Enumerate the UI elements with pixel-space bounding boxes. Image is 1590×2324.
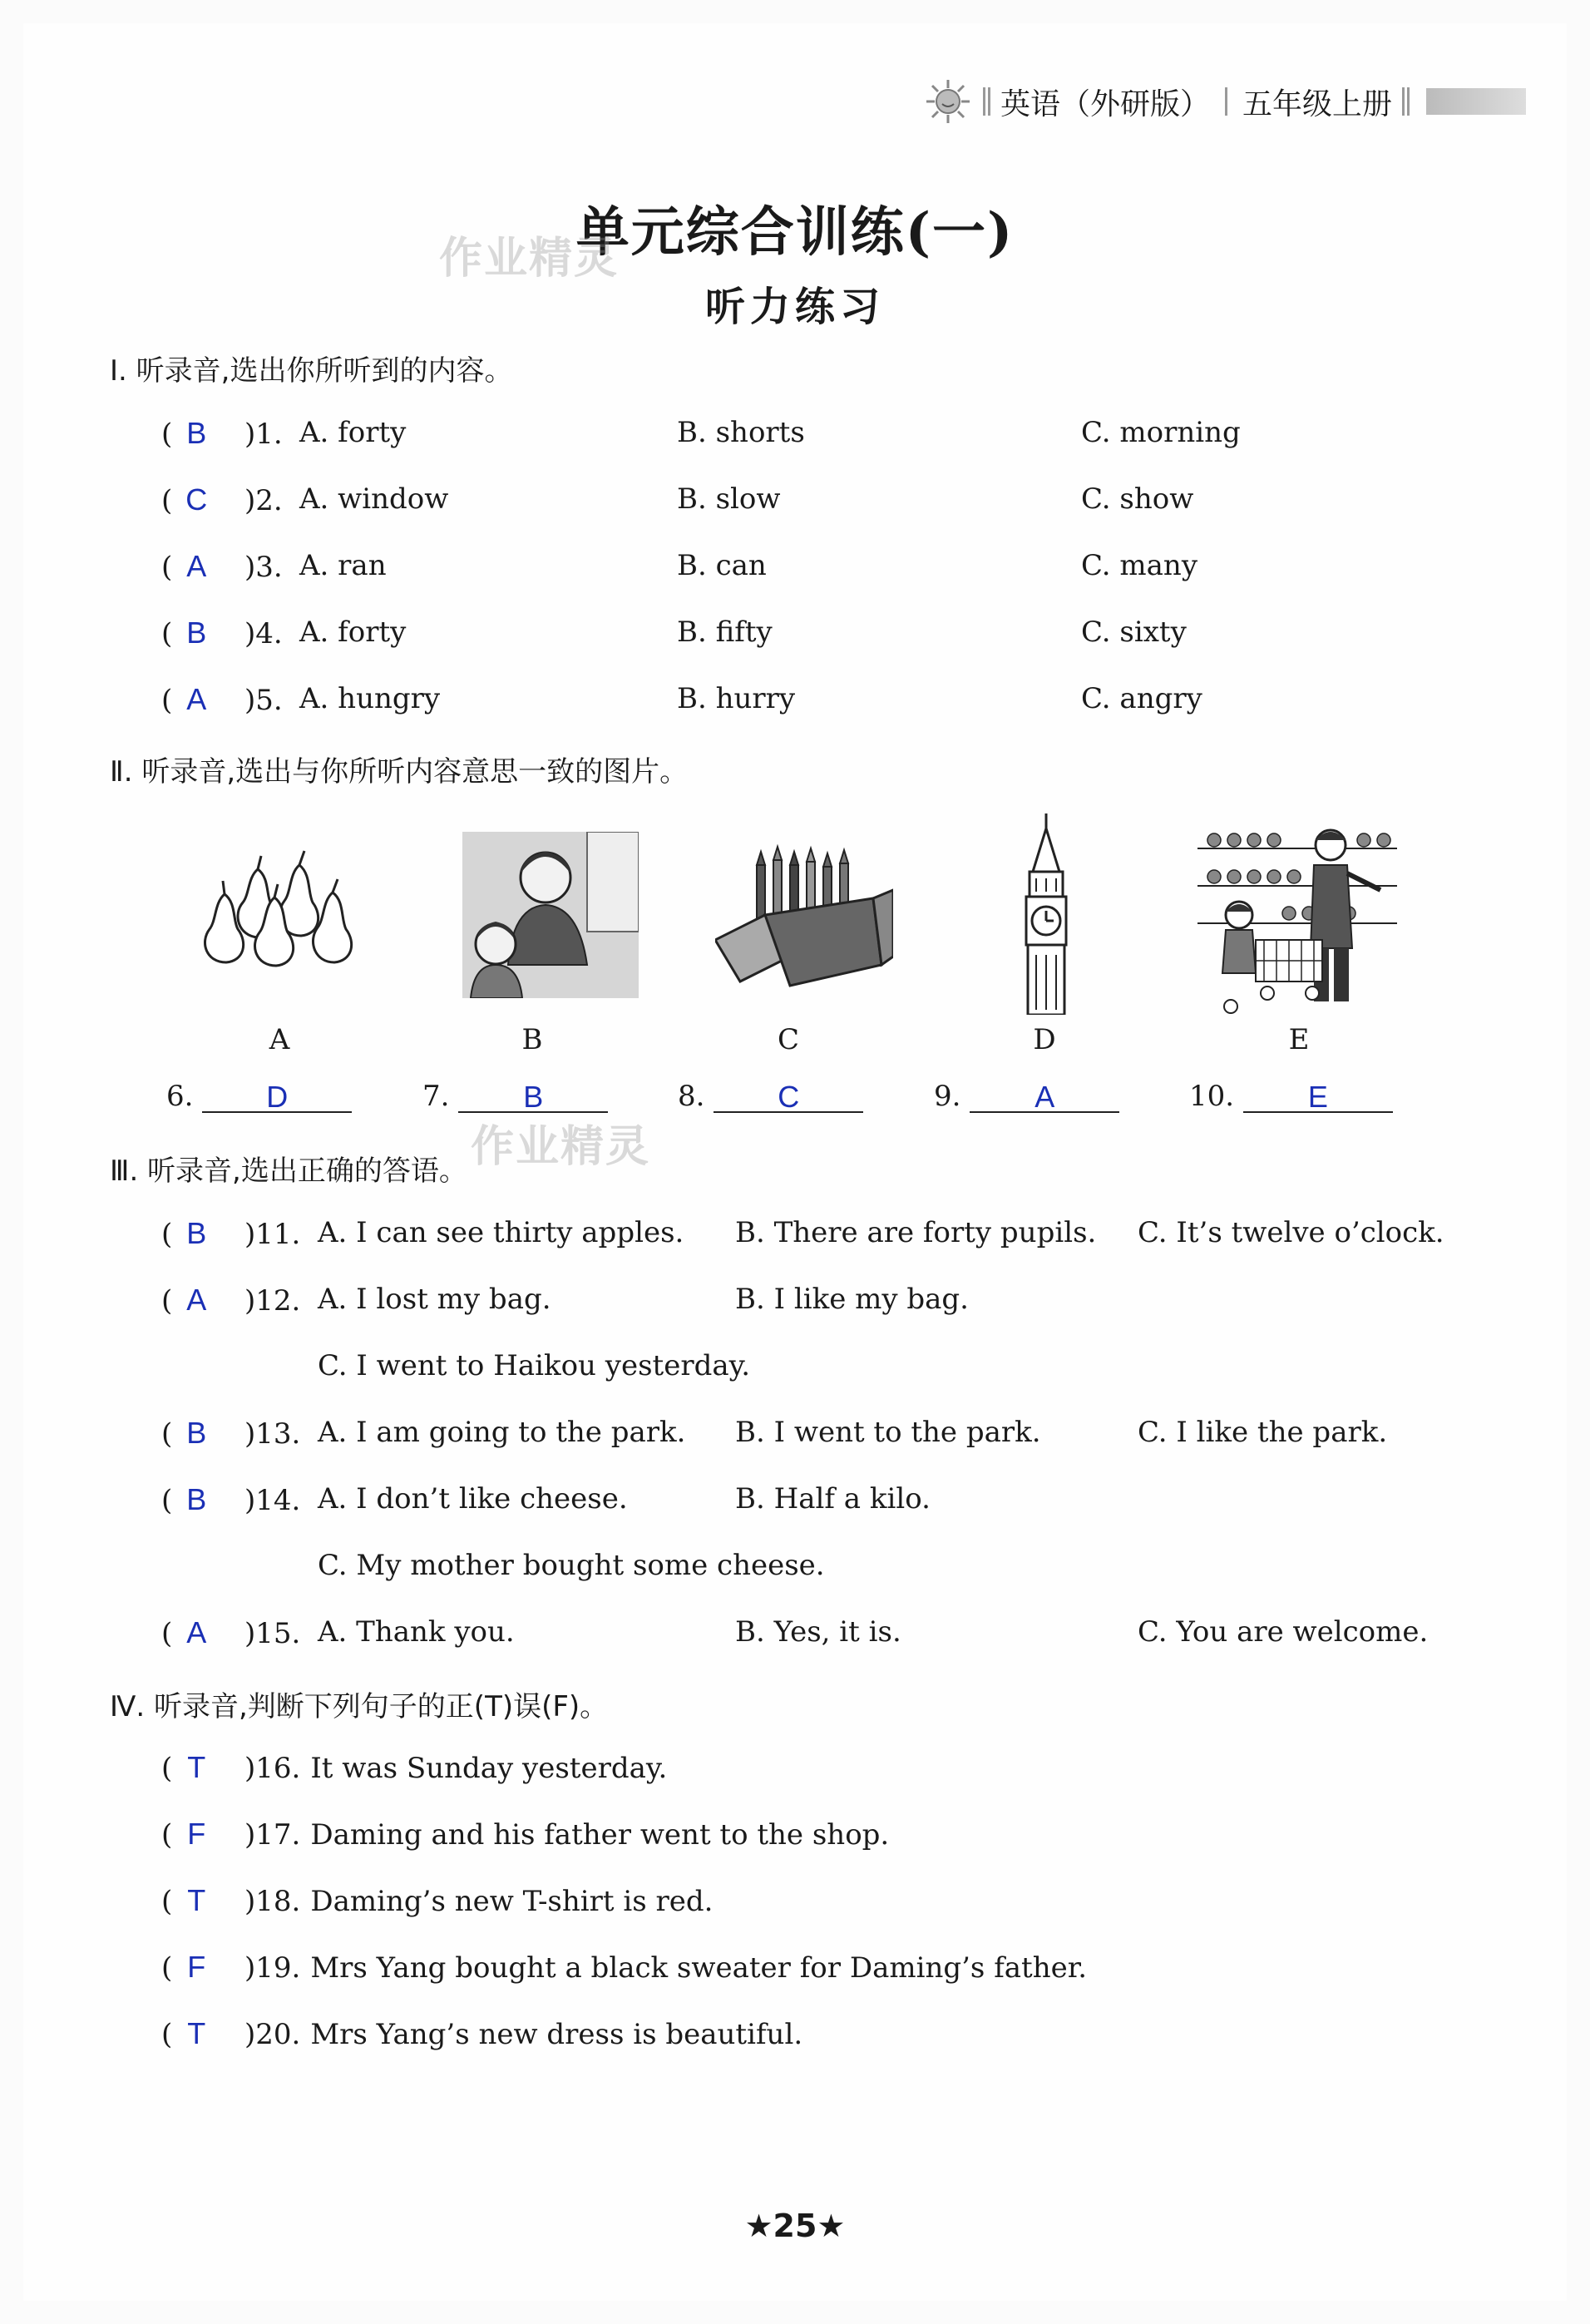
question-row: ( C )2. xyxy=(161,482,283,517)
option-b: B. fifty xyxy=(677,616,773,649)
option-b: B. hurry xyxy=(677,682,796,715)
option-b: B. shorts xyxy=(677,416,805,449)
question-row: ( B )13. xyxy=(161,1416,301,1451)
option-c: C. I like the park. xyxy=(1138,1416,1388,1449)
blank-row: 7. B xyxy=(422,1080,608,1113)
answer: B xyxy=(186,1416,207,1450)
answer: F xyxy=(187,1950,206,1984)
option-c: C. My mother bought some cheese. xyxy=(318,1549,825,1582)
blank-row: 6. D xyxy=(166,1080,352,1113)
option-c: C. many xyxy=(1081,549,1198,582)
picture-label: D xyxy=(1033,1023,1056,1056)
question-row: ( A )3. xyxy=(161,549,283,584)
question-row: ( A )15. xyxy=(161,1615,301,1650)
section-heading: Ⅰ. 听录音,选出你所听到的内容。 xyxy=(110,354,513,388)
option-a: A. forty xyxy=(299,616,407,649)
option-b: B. Yes, it is. xyxy=(735,1615,901,1649)
option-a: A. ran xyxy=(299,549,387,582)
option-b: B. There are forty pupils. xyxy=(735,1216,1097,1249)
header-subject: 英语（外研版） xyxy=(1000,87,1211,121)
answer: B xyxy=(186,416,207,450)
option-b: B. Half a kilo. xyxy=(735,1482,931,1516)
answer: T xyxy=(187,1750,206,1784)
answer: A xyxy=(186,549,207,583)
crayon-box-icon xyxy=(715,840,893,990)
page-title: 单元综合训练(一) xyxy=(575,201,1015,264)
option-b: B. I like my bag. xyxy=(735,1283,969,1316)
question-row: ( F )17. Daming and his father went to the shop. xyxy=(161,1817,890,1852)
big-ben-icon xyxy=(1011,813,1081,1015)
option-b: B. can xyxy=(677,549,767,582)
picture-label: E xyxy=(1288,1023,1310,1056)
option-a: A. I don’t like cheese. xyxy=(318,1482,628,1516)
option-a: A. Thank you. xyxy=(318,1615,515,1649)
picture-label: B xyxy=(521,1023,543,1056)
section-heading: Ⅳ. 听录音,判断下列句子的正(T)误(F)。 xyxy=(110,1690,609,1723)
blank-row: 8. C xyxy=(678,1080,863,1113)
header-decoration xyxy=(1426,88,1526,115)
option-c: C. sixty xyxy=(1081,616,1187,649)
answer: B xyxy=(186,1482,207,1516)
section-heading: Ⅲ. 听录音,选出正确的答语。 xyxy=(110,1155,467,1188)
header-divider xyxy=(1402,87,1410,116)
answer: B xyxy=(186,1216,207,1250)
page-header xyxy=(923,77,1526,126)
section-heading: Ⅱ. 听录音,选出与你所听内容意思一致的图片。 xyxy=(110,755,689,789)
answer: A xyxy=(186,1283,207,1317)
option-b: B. I went to the park. xyxy=(735,1416,1041,1449)
header-divider xyxy=(983,87,990,116)
sun-icon xyxy=(923,77,973,126)
page-subtitle: 听力练习 xyxy=(704,284,885,330)
answer-blank[interactable]: D xyxy=(202,1080,352,1113)
answer: A xyxy=(186,1615,207,1649)
supermarket-icon xyxy=(1197,823,1397,1015)
answer-blank[interactable]: B xyxy=(458,1080,608,1113)
question-row: ( A )5. xyxy=(161,682,283,717)
watermark: 作业精灵 xyxy=(471,1122,651,1172)
option-c: C. You are welcome. xyxy=(1138,1615,1429,1649)
question-row: ( F )19. Mrs Yang bought a black sweater for Daming’s father. xyxy=(161,1950,1088,1985)
question-row: ( B )11. xyxy=(161,1216,301,1251)
statement: Mrs Yang bought a black sweater for Daming’s father. xyxy=(310,1951,1088,1985)
option-c: C. I went to Haikou yesterday. xyxy=(318,1349,751,1382)
question-row: ( T )18. Daming’s new T-shirt is red. xyxy=(161,1883,714,1918)
answer-blank[interactable]: A xyxy=(970,1080,1119,1113)
option-c: C. It’s twelve o’clock. xyxy=(1138,1216,1444,1249)
page-number: ★25★ xyxy=(744,2208,846,2244)
statement: Daming’s new T-shirt is red. xyxy=(310,1885,714,1918)
pears-icon xyxy=(191,844,374,977)
answer: A xyxy=(186,682,207,716)
header-divider xyxy=(1225,87,1227,116)
question-row: ( B )1. xyxy=(161,416,283,451)
question-row: ( B )14. xyxy=(161,1482,301,1517)
option-a: A. hungry xyxy=(299,682,441,715)
answer: C xyxy=(185,482,208,517)
question-row: ( T )20. Mrs Yang’s new dress is beautiful. xyxy=(161,2016,803,2051)
option-b: B. slow xyxy=(677,482,781,516)
picture-label: C xyxy=(777,1023,799,1056)
blank-row: 10. E xyxy=(1189,1080,1393,1113)
picture-label: A xyxy=(269,1023,290,1056)
blank-row: 9. A xyxy=(934,1080,1119,1113)
option-a: A. window xyxy=(299,482,449,516)
option-a: A. I am going to the park. xyxy=(318,1416,686,1449)
option-c: C. angry xyxy=(1081,682,1202,715)
answer: B xyxy=(186,616,207,650)
statement: Daming and his father went to the shop. xyxy=(310,1818,890,1852)
answer: T xyxy=(187,1883,206,1917)
statement: It was Sunday yesterday. xyxy=(310,1752,668,1785)
question-row: ( A )12. xyxy=(161,1283,301,1318)
option-c: C. show xyxy=(1081,482,1194,516)
question-row: ( B )4. xyxy=(161,616,283,650)
statement: Mrs Yang’s new dress is beautiful. xyxy=(310,2018,803,2051)
answer-blank[interactable]: E xyxy=(1243,1080,1393,1113)
question-row: ( T )16. It was Sunday yesterday. xyxy=(161,1750,668,1785)
option-a: A. forty xyxy=(299,416,407,449)
answer: T xyxy=(187,2016,206,2050)
mother-child-icon xyxy=(462,832,639,998)
answer: F xyxy=(187,1817,206,1851)
header-grade: 五年级上册 xyxy=(1242,87,1393,121)
answer-blank[interactable]: C xyxy=(714,1080,863,1113)
option-a: A. I lost my bag. xyxy=(318,1283,551,1316)
option-c: C. morning xyxy=(1081,416,1241,449)
option-a: A. I can see thirty apples. xyxy=(318,1216,684,1249)
watermark: 作业精灵 xyxy=(439,234,620,284)
